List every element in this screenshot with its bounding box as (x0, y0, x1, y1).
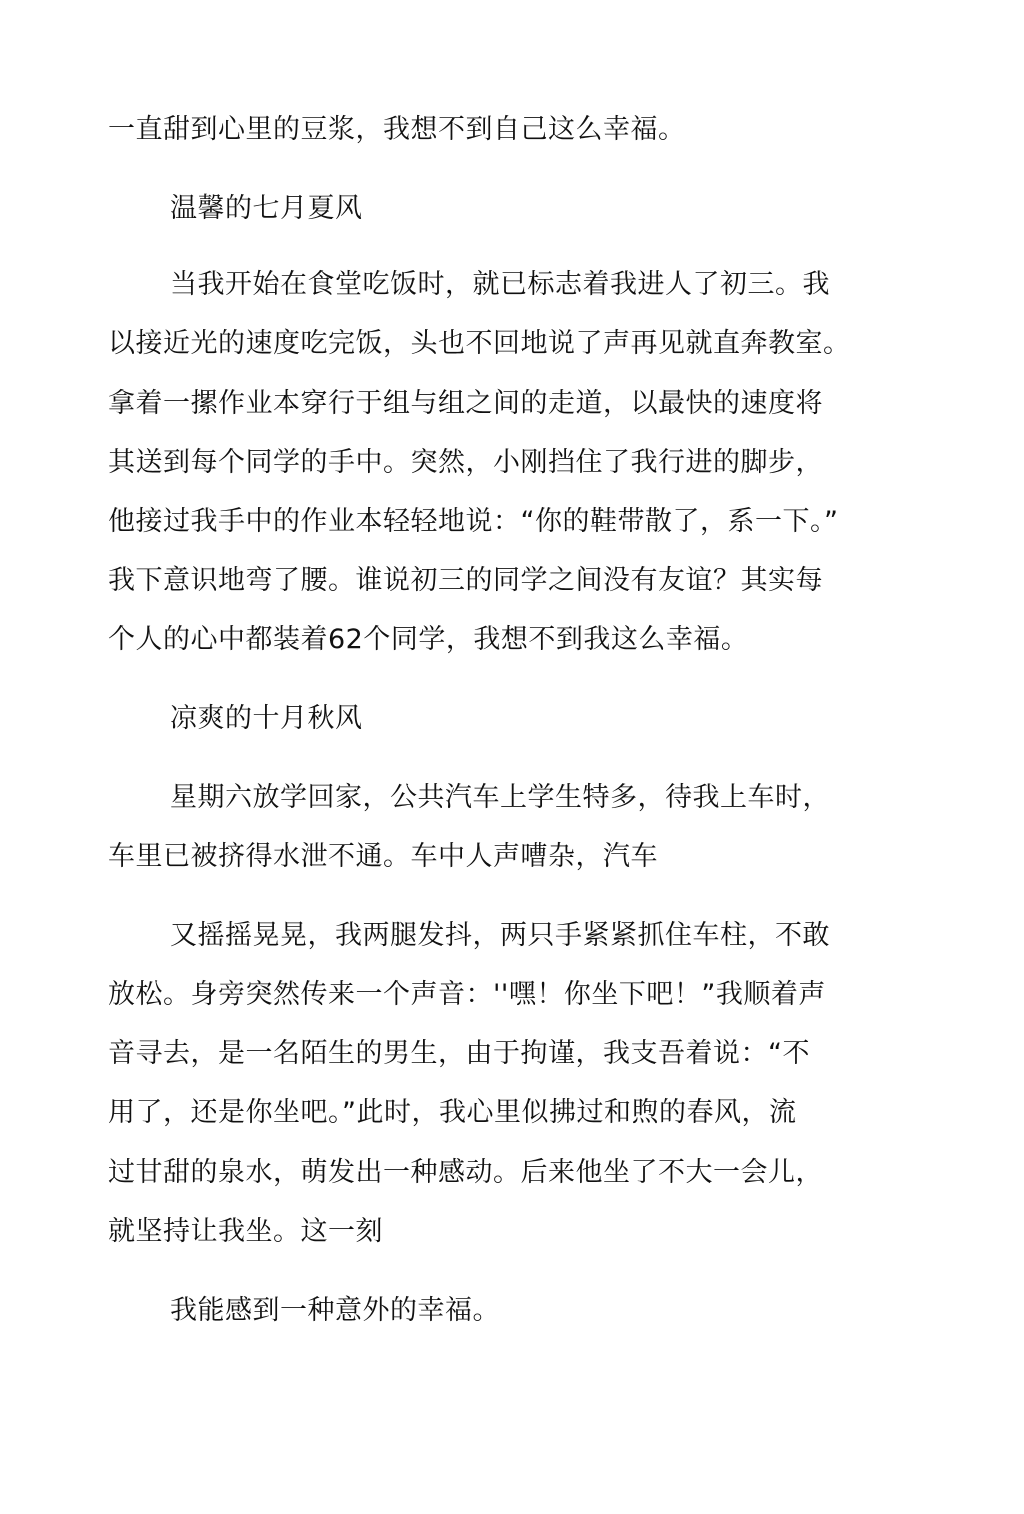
text-line: 他接过我手中的作业本轻轻地说：“你的鞋带散了，系一下。” (108, 506, 839, 537)
text-line: 音寻去，是一名陌生的男生，由于拘谨，我支吾着说：“不 (108, 1038, 810, 1069)
section-heading-summer: 温馨的七月夏风 (170, 193, 363, 224)
text-line: 过甘甜的泉水，萌发出一种感动。后来他坐了不大一会儿， (108, 1157, 823, 1188)
text-line: 个人的心中都装着62个同学，我想不到我这么幸福。 (108, 624, 749, 655)
text-line: 我能感到一种意外的幸福。 (170, 1295, 500, 1326)
text-line: 车里已被挤得水泄不通。车中人声嘈杂，汽车 (108, 841, 658, 872)
text-line: 一直甜到心里的豆浆，我想不到自己这么幸福。 (108, 114, 686, 145)
text-line: 我下意识地弯了腰。谁说初三的同学之间没有友谊？其实每 (108, 565, 823, 596)
text-line: 其送到每个同学的手中。突然，小刚挡住了我行进的脚步， (108, 447, 823, 478)
text-line: 拿着一摞作业本穿行于组与组之间的走道，以最快的速度将 (108, 388, 823, 419)
text-line: 又摇摇晃晃，我两腿发抖，两只手紧紧抓住车柱，不敢 (170, 920, 830, 951)
text-line: 就坚持让我坐。这一刻 (108, 1216, 383, 1247)
text-line: 以接近光的速度吃完饭，头也不回地说了声再见就直奔教室。 (108, 328, 851, 359)
text-line: 放松。身旁突然传来一个声音：''嘿！你坐下吧！”我顺着声 (108, 979, 826, 1010)
section-heading-autumn: 凉爽的十月秋风 (170, 703, 363, 734)
text-line: 星期六放学回家，公共汽车上学生特多，待我上车时， (170, 782, 830, 813)
text-line: 当我开始在食堂吃饭时，就已标志着我进人了初三。我 (170, 269, 830, 300)
text-line: 用了，还是你坐吧。”此时，我心里似拂过和煦的春风，流 (108, 1097, 797, 1128)
